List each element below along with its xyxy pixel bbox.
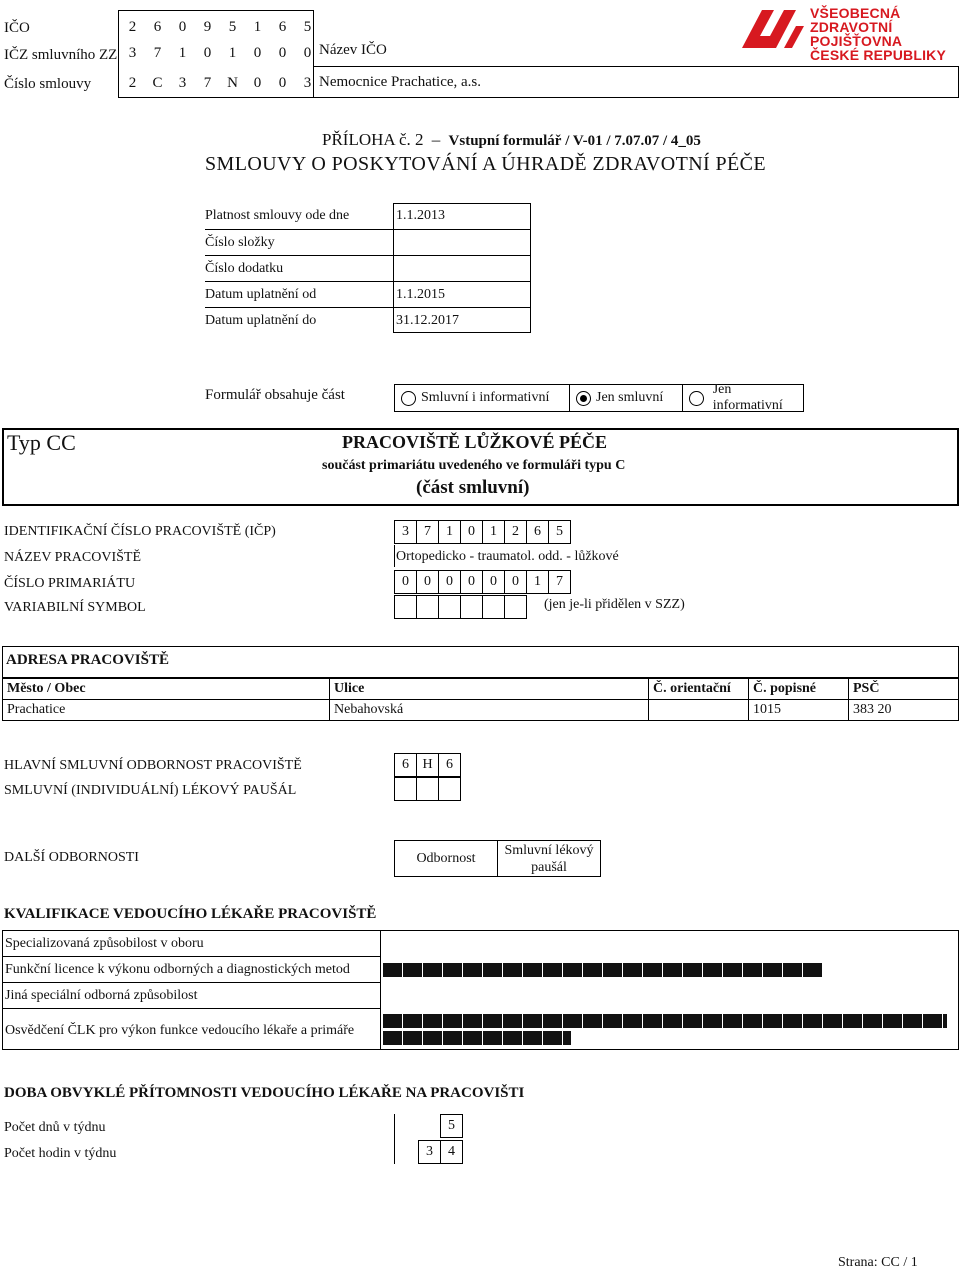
hours-per-week-label: Počet hodin v týdnu <box>4 1146 117 1161</box>
digit-cell: 7 <box>416 520 439 544</box>
validity-row <box>205 281 531 308</box>
digit-cell: 2 <box>128 75 137 91</box>
redaction-bar <box>383 963 823 977</box>
digit-cell: 7 <box>153 45 162 61</box>
validity-value: 31.12.2017 <box>396 313 459 328</box>
digit-cell <box>460 595 483 619</box>
icz-label: IČZ smluvního ZZ <box>4 47 118 63</box>
digit-cell: 0 <box>178 19 187 35</box>
type-part: (část smluvní) <box>416 477 530 498</box>
presence-left-border <box>394 1114 419 1164</box>
validity-row <box>205 255 531 282</box>
digit-cell: 0 <box>253 75 262 91</box>
variable-symbol-cells <box>394 595 527 619</box>
digit-cell: 0 <box>460 520 483 544</box>
days-per-week-label: Počet dnů v týdnu <box>4 1120 106 1135</box>
cell-street: Nebahovská <box>330 700 649 721</box>
cell-zip: 383 20 <box>849 700 959 721</box>
digit-cell <box>504 595 527 619</box>
row-divider <box>2 956 381 957</box>
digit-cell <box>394 595 417 619</box>
qualification-specialized: Specializovaná způsobilost v oboru <box>5 936 204 951</box>
digit-cell: 1 <box>526 570 549 594</box>
digit-cell: 1 <box>228 45 237 61</box>
digit-cell: C <box>152 75 163 91</box>
option-contract-and-info[interactable]: Smluvní i informativní <box>395 385 570 411</box>
variable-symbol-label: VARIABILNÍ SYMBOL <box>4 600 146 615</box>
icp-digits <box>394 520 571 544</box>
header-city: Město / Obec <box>3 679 330 700</box>
digit-cell: 0 <box>278 75 287 91</box>
type-label: Typ CC <box>7 430 76 455</box>
vzp-logo-icon <box>740 6 806 50</box>
validity-value: 1.1.2013 <box>396 208 445 223</box>
digit-cell: 0 <box>504 570 527 594</box>
digit-cell: 5 <box>440 1114 463 1138</box>
digit-cell: 6 <box>526 520 549 544</box>
validity-row <box>205 229 531 256</box>
ico-name-label: Název IČO <box>319 42 387 58</box>
digit-cell: 6 <box>394 753 417 777</box>
lump-sum-label: SMLUVNÍ (INDIVIDUÁLNÍ) LÉKOVÝ PAUŠÁL <box>4 783 297 798</box>
digit-cell: 6 <box>278 19 287 35</box>
contract-title: SMLOUVY O POSKYTOVÁNÍ A ÚHRADĚ ZDRAVOTNÍ PÉČE <box>205 153 766 175</box>
qualification-other: Jiná speciální odborná způsobilost <box>5 988 198 1003</box>
cell-orientation-no <box>649 700 749 721</box>
qualification-divider <box>380 930 381 1050</box>
digit-cell: 3 <box>394 520 417 544</box>
digit-cell: H <box>416 753 439 777</box>
digit-cell: 6 <box>153 19 162 35</box>
presence-heading: DOBA OBVYKLÉ PŘÍTOMNOSTI VEDOUCÍHO LÉKAŘE NA PRACOVIŠTI <box>4 1085 525 1101</box>
header-street: Ulice <box>330 679 649 700</box>
digit-cell <box>416 777 439 801</box>
main-specialty-label: HLAVNÍ SMLUVNÍ ODBORNOST PRACOVIŠTĚ <box>4 758 302 773</box>
primariat-digits <box>394 570 571 594</box>
digit-cell: 0 <box>438 570 461 594</box>
validity-label: Číslo dodatku <box>205 261 284 276</box>
cell-city: Prachatice <box>3 700 330 721</box>
digit-cell: 0 <box>416 570 439 594</box>
digit-cell: 5 <box>548 520 571 544</box>
type-subheading: součást primariátu uvedeného ve formuláři typu C <box>322 458 626 473</box>
attachment-title: PŘÍLOHA č. 2 – Vstupní formulář / V-01 / 7.07.07 / 4_05 <box>322 130 701 149</box>
cell-house-no: 1015 <box>749 700 849 721</box>
icz-digits <box>120 45 320 62</box>
days-per-week-value <box>418 1114 463 1138</box>
digit-cell <box>482 595 505 619</box>
validity-block <box>205 203 535 333</box>
validity-label: Číslo složky <box>205 235 275 250</box>
validity-label: Datum uplatnění od <box>205 287 317 302</box>
other-specialties-label: DALŠÍ ODBORNOSTI <box>4 850 139 865</box>
radio-icon <box>401 391 416 406</box>
digit-cell: 3 <box>178 75 187 91</box>
hours-per-week-value <box>418 1140 463 1164</box>
table-row <box>3 679 959 700</box>
contract-digits <box>120 75 320 92</box>
form-part-label: Formulář obsahuje část <box>205 387 345 403</box>
digit-cell: 3 <box>128 45 137 61</box>
radio-selected-icon <box>576 391 591 406</box>
validity-value: 1.1.2015 <box>396 287 445 302</box>
header-zip: PSČ <box>849 679 959 700</box>
redaction-bar <box>383 1031 571 1045</box>
page-number: Strana: CC / 1 <box>838 1255 918 1270</box>
header-house-no: Č. popisné <box>749 679 849 700</box>
digit-cell: 6 <box>438 753 461 777</box>
redaction-bar <box>383 1014 947 1028</box>
digit-cell: 3 <box>303 75 312 91</box>
ico-label: IČO <box>4 20 30 36</box>
digit-cell: 5 <box>303 19 312 35</box>
ico-digits <box>120 19 320 36</box>
workplace-name-value: Ortopedicko - traumatol. odd. - lůžkové <box>396 549 619 564</box>
radio-icon <box>689 391 704 406</box>
digit-cell: 0 <box>253 45 262 61</box>
digit-cell: 1 <box>253 19 262 35</box>
ico-name-value: Nemocnice Prachatice, a.s. <box>319 74 482 90</box>
digit-cell: 3 <box>418 1140 441 1164</box>
digit-cell: 7 <box>548 570 571 594</box>
qualification-license: Funkční licence k výkonu odborných a diagnostických metod <box>5 962 350 977</box>
option-contract-only[interactable]: Jen smluvní <box>570 385 683 411</box>
digit-cell: 0 <box>278 45 287 61</box>
other-col-specialty: Odbornost <box>395 841 498 876</box>
digit-cell: 4 <box>440 1140 463 1164</box>
header-orientation-no: Č. orientační <box>649 679 749 700</box>
digit-cell: 5 <box>228 19 237 35</box>
digit-cell: 1 <box>178 45 187 61</box>
row-divider <box>2 982 381 983</box>
digit-cell: 0 <box>482 570 505 594</box>
digit-cell: N <box>227 75 238 91</box>
workplace-name-label: NÁZEV PRACOVIŠTĚ <box>4 550 142 565</box>
digit-cell: 1 <box>438 520 461 544</box>
lump-sum-cells <box>394 777 461 801</box>
digit-cell: 2 <box>504 520 527 544</box>
digit-cell: 1 <box>482 520 505 544</box>
digit-cell: 0 <box>460 570 483 594</box>
address-table <box>2 678 959 721</box>
qualification-clk: Osvědčení ČLK pro výkon funkce vedoucího lékaře a primáře <box>5 1023 355 1038</box>
digit-cell: 0 <box>303 45 312 61</box>
icp-label: IDENTIFIKAČNÍ ČÍSLO PRACOVIŠTĚ (IČP) <box>4 524 276 539</box>
digit-cell: 9 <box>203 19 212 35</box>
form-part-options <box>394 384 804 412</box>
validity-label: Platnost smlouvy ode dne <box>205 208 350 223</box>
digit-cell <box>416 595 439 619</box>
address-heading: ADRESA PRACOVIŠTĚ <box>6 652 169 668</box>
variable-symbol-note: (jen je-li přidělen v SZZ) <box>544 597 685 612</box>
option-info-only[interactable]: Jen informativní <box>683 385 803 411</box>
digit-cell <box>438 777 461 801</box>
vzp-logo-text: VŠEOBECNÁ ZDRAVOTNÍ POJIŠŤOVNA ČESKÉ REPUBLIKY <box>810 5 947 63</box>
validity-row <box>205 307 531 334</box>
primariat-label: ČÍSLO PRIMARIÁTU <box>4 576 136 591</box>
digit-cell <box>418 1114 441 1138</box>
validity-label: Datum uplatnění do <box>205 313 317 328</box>
digit-cell: 2 <box>128 19 137 35</box>
validity-row <box>205 203 531 229</box>
digit-cell: 7 <box>203 75 212 91</box>
main-specialty-code <box>394 753 461 777</box>
type-heading: PRACOVIŠTĚ LŮŽKOVÉ PÉČE <box>342 432 608 452</box>
qualification-heading: KVALIFIKACE VEDOUCÍHO LÉKAŘE PRACOVIŠTĚ <box>4 906 377 922</box>
digit-cell <box>438 595 461 619</box>
row-divider <box>2 1008 381 1009</box>
digit-cell <box>394 777 417 801</box>
contract-number-label: Číslo smlouvy <box>4 76 92 92</box>
table-row <box>3 700 959 721</box>
digit-cell: 0 <box>394 570 417 594</box>
other-specialties-header <box>394 840 601 877</box>
other-col-lump-sum: Smluvní lékový paušál <box>504 842 594 875</box>
digit-cell: 0 <box>203 45 212 61</box>
